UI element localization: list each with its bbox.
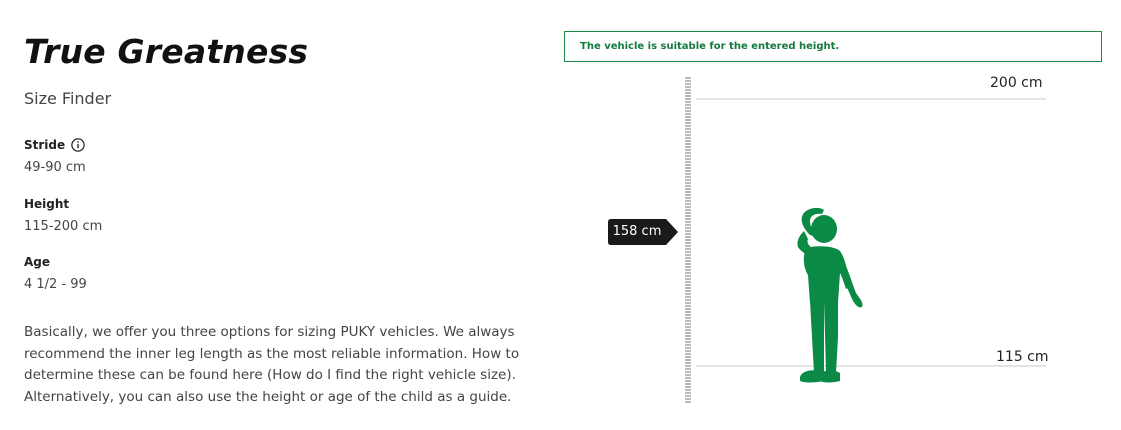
max-height-label: 200 cm (990, 75, 1043, 91)
min-height-label: 115 cm (996, 349, 1049, 365)
spec-stride-label: Stride (24, 138, 66, 152)
spec-height (24, 196, 564, 235)
spec-age-label: Age (24, 255, 51, 269)
spec-stride (24, 137, 564, 176)
suitability-notice: The vehicle is suitable for the entered height. (564, 31, 1102, 62)
product-info-panel (24, 30, 564, 293)
spec-stride-value: 49-90 cm (24, 160, 86, 175)
height-slider-handle[interactable] (608, 219, 678, 245)
spec-height-label: Height (24, 197, 70, 211)
sizing-description: Basically, we offer you three options for sizing PUKY vehicles. We always recommend the inner leg length as the most reliable information. How to determine these can be found here (How do I find the right vehicle size). Alternatively, you can also use the height or age of the child as a guide. (24, 324, 520, 405)
info-circle-icon[interactable] (71, 138, 85, 152)
spec-age (24, 254, 564, 293)
product-title: True Greatness (24, 32, 309, 71)
current-height-value: 158 cm (612, 224, 662, 239)
ruler-ticks (685, 78, 691, 402)
spec-age-value: 4 1/2 - 99 (24, 277, 87, 292)
size-finder-subtitle: Size Finder (24, 89, 112, 108)
spec-height-value: 115-200 cm (24, 219, 103, 234)
child-silhouette-icon (780, 205, 870, 390)
